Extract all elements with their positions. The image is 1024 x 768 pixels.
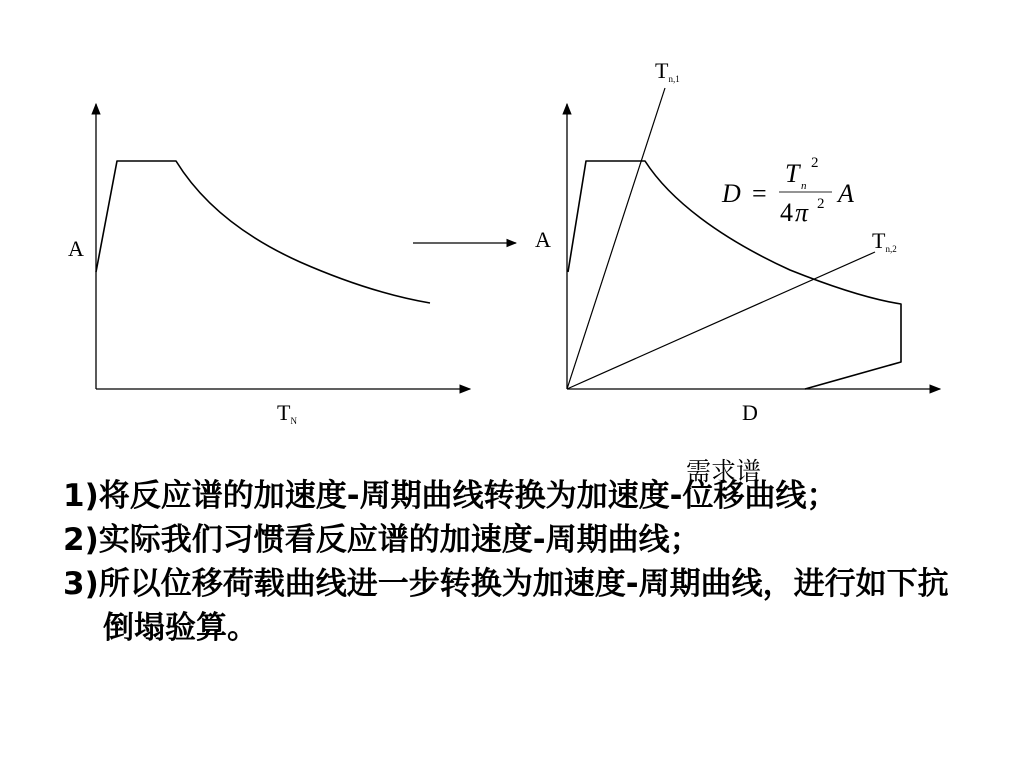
- bullet-item: 3)所以位移荷载曲线进一步转换为加速度-周期曲线，进行如下抗倒塌验算。: [63, 566, 949, 646]
- svg-text:π: π: [795, 198, 809, 227]
- svg-text:T: T: [785, 159, 800, 188]
- period-line-tn2: [567, 252, 875, 389]
- left-x-label: TN: [277, 400, 297, 426]
- svg-text:=: =: [752, 179, 767, 208]
- right-spectrum-diagram: [535, 58, 940, 425]
- right-x-label: D: [742, 400, 758, 425]
- svg-text:4: 4: [780, 198, 793, 227]
- bullet-item: 2)实际我们习惯看反应谱的加速度-周期曲线；: [63, 522, 701, 558]
- bullet-item: 1)将反应谱的加速度-周期曲线转换为加速度-位移曲线；: [63, 478, 838, 514]
- demand-spectrum-label: 需求谱: [686, 457, 762, 486]
- conversion-formula: [721, 155, 854, 227]
- tn2-label: Tn,2: [872, 228, 897, 254]
- period-line-tn1: [567, 88, 665, 389]
- svg-text:2: 2: [817, 196, 825, 212]
- svg-text:n: n: [801, 180, 807, 192]
- svg-text:2: 2: [811, 155, 819, 171]
- left-y-label: A: [68, 236, 84, 261]
- bullet-list: [63, 474, 963, 650]
- svg-text:A: A: [838, 179, 854, 208]
- left-spectrum-diagram: [68, 104, 470, 426]
- left-spectrum-curve: [96, 161, 430, 303]
- tn1-label: Tn,1: [655, 58, 680, 84]
- right-y-label: A: [535, 227, 551, 252]
- svg-text:D: D: [722, 179, 741, 208]
